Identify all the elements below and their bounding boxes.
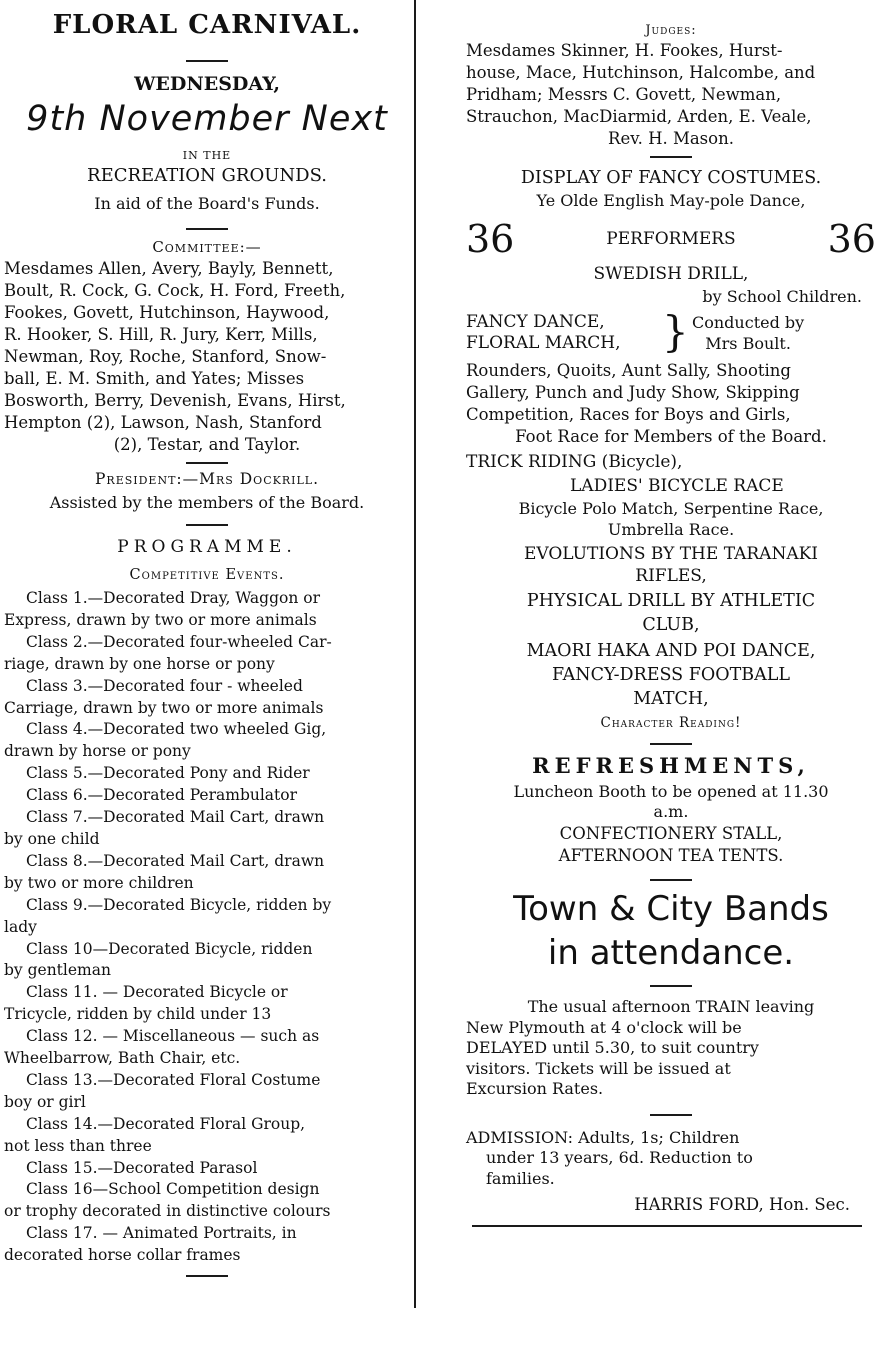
fancy-costumes: DISPLAY OF FANCY COSTUMES. (520, 168, 822, 188)
president: President:—Mrs Dockrill. (94, 470, 319, 488)
committee-heading: Committee:— (152, 238, 262, 256)
closing-rule (472, 1225, 862, 1227)
football-line2: MATCH, (633, 689, 709, 709)
character-reading: Character Reading! (600, 715, 742, 731)
evolutions-line2: RIFLES, (635, 566, 707, 586)
luncheon-line1: Luncheon Booth to be opened at 11.30 (513, 782, 829, 801)
class-entry-line: Class 2.—Decorated four-wheeled Car- (26, 632, 332, 651)
brace-glyph: } (662, 307, 689, 356)
in-the-label: IN THE (182, 149, 232, 162)
judges-line: house, Mace, Hutchinson, Halcombe, and (466, 63, 816, 82)
class-entry-line: Carriage, drawn by two or more animals (4, 698, 324, 717)
class-entry-line: or trophy decorated in distinctive colours (4, 1202, 331, 1221)
secretary-signature: HARRIS FORD, Hon. Sec. (634, 1195, 850, 1214)
committee-line: Bosworth, Berry, Devenish, Evans, Hirst, (4, 391, 346, 410)
school-children: by School Children. (702, 287, 862, 306)
rule (186, 524, 228, 526)
haka-dance: MAORI HAKA AND POI DANCE, (526, 641, 816, 661)
dance-march-names (466, 312, 662, 354)
train-line: Excursion Rates. (466, 1079, 604, 1098)
luncheon-line2: a.m. (653, 802, 689, 821)
class-entry-line: boy or girl (4, 1092, 86, 1111)
class-entry-line: Class 12. — Miscellaneous — such as (26, 1027, 320, 1046)
swedish-drill: SWEDISH DRILL, (593, 264, 749, 284)
games-line: Gallery, Punch and Judy Show, Skipping (466, 383, 800, 402)
maypole-dance: Ye Olde English May-pole Dance, (536, 191, 806, 210)
class-entry-line: Class 5.—Decorated Pony and Rider (26, 764, 310, 783)
class-entry-line: Class 10—Decorated Bicycle, ridden (26, 939, 313, 958)
games-line: Rounders, Quoits, Aunt Sally, Shooting (466, 361, 791, 380)
class-entry-line: Class 16—School Competition design (26, 1180, 320, 1199)
judges-line: Strauchon, MacDiarmid, Arden, E. Veale, (466, 107, 812, 126)
class-entry-line: Class 17. — Animated Portraits, in (26, 1224, 297, 1243)
judges-line: Rev. H. Mason. (608, 129, 734, 148)
confectionery-stall: CONFECTIONERY STALL, (559, 824, 783, 843)
admission-line: ADMISSION: Adults, 1s; Children (466, 1127, 740, 1147)
class-entry-line: Class 1.—Decorated Dray, Waggon or (26, 589, 320, 607)
physical-drill-line1: PHYSICAL DRILL BY ATHLETIC (526, 591, 816, 611)
programme-heading: PROGRAMME. (117, 537, 297, 557)
venue: RECREATION GROUNDS. (87, 165, 327, 186)
mrs-boult: Mrs Boult. (705, 334, 791, 353)
committee-line: Hempton (2), Lawson, Nash, Stanford (4, 413, 322, 432)
class-entry-line: Express, drawn by two or more animals (4, 610, 317, 629)
class-list (4, 588, 410, 1267)
assisted-by: Assisted by the members of the Board. (49, 493, 365, 512)
class-entry-line: drawn by horse or pony (4, 742, 191, 761)
admission-notice (466, 1128, 876, 1190)
admission-line: families. (486, 1168, 555, 1188)
rule (186, 462, 228, 464)
event-date: 9th November Next (26, 99, 388, 139)
rule (186, 228, 228, 230)
committee-line: ball, E. M. Smith, and Yates; Misses (4, 369, 305, 388)
class-entry-line: Class 11. — Decorated Bicycle or (26, 983, 288, 1002)
bands-line1: Town & City Bands (513, 889, 829, 929)
class-entry-line: Class 15.—Decorated Parasol (26, 1158, 258, 1177)
performers-label: PERFORMERS (606, 229, 736, 249)
judges-line: Pridham; Messrs C. Govett, Newman, (466, 85, 782, 104)
committee-list (4, 258, 410, 456)
train-line: The usual afternoon TRAIN leaving (527, 997, 815, 1016)
train-line: New Plymouth at 4 o'clock will be (466, 1017, 742, 1037)
committee-line: Boult, R. Cock, G. Cock, H. Ford, Freeth, (4, 281, 346, 300)
class-entry-line: Class 14.—Decorated Floral Group, (26, 1114, 306, 1133)
conducted-by: Conducted by (692, 313, 805, 332)
rule (650, 743, 692, 745)
event-day: WEDNESDAY, (134, 73, 280, 95)
judges-heading: Judges: (645, 23, 697, 38)
performers-row (466, 216, 876, 262)
committee-line: Newman, Roy, Roche, Stanford, Snow- (4, 347, 327, 366)
conductor (692, 312, 804, 354)
right-column (466, 0, 876, 1227)
train-line: visitors. Tickets will be issued at (466, 1058, 731, 1078)
column-divider (414, 0, 416, 1308)
class-entry-line: Class 3.—Decorated four - wheeled (26, 676, 303, 695)
rule (186, 1275, 228, 1277)
rule (650, 879, 692, 881)
left-column (4, 0, 410, 1277)
class-entry-line: riage, drawn by one horse or pony (4, 654, 275, 673)
class-entry-line: by two or more children (4, 873, 194, 892)
trick-riding: TRICK RIDING (Bicycle), (466, 452, 683, 472)
committee-line: (2), Testar, and Taylor. (113, 435, 301, 454)
class-entry-line: by one child (4, 829, 100, 848)
dance-march-block (466, 307, 876, 356)
judges-list (466, 40, 876, 150)
train-notice (466, 997, 876, 1100)
bicycle-polo: Bicycle Polo Match, Serpentine Race, (518, 499, 824, 518)
class-entry-line: Class 4.—Decorated two wheeled Gig, (26, 720, 327, 739)
performers-count-left: 36 (466, 217, 515, 261)
rule (186, 60, 228, 62)
committee-line: Fookes, Govett, Hutchinson, Haywood, (4, 303, 330, 322)
class-entry-line: Class 13.—Decorated Floral Costume (26, 1070, 321, 1089)
physical-drill-line2: CLUB, (642, 615, 700, 635)
evolutions-line1: EVOLUTIONS BY THE TARANAKI (523, 544, 819, 564)
class-entry-line: lady (4, 917, 37, 936)
class-entry-line: Tricycle, ridden by child under 13 (4, 1005, 272, 1024)
committee-line: Mesdames Allen, Avery, Bayly, Bennett, (4, 259, 334, 278)
games-line: Competition, Races for Boys and Girls, (466, 405, 791, 424)
rule (650, 985, 692, 987)
class-entry-line: Class 6.—Decorated Perambulator (26, 786, 298, 805)
rule (650, 156, 692, 158)
bands-line2: in attendance. (547, 933, 795, 973)
class-entry-line: decorated horse collar frames (4, 1246, 241, 1265)
class-entry-line: Wheelbarrow, Bath Chair, etc. (4, 1049, 241, 1068)
games-line: Foot Race for Members of the Board. (515, 427, 827, 446)
competitive-heading: Competitive Events. (129, 567, 285, 583)
class-entry-line: by gentleman (4, 961, 111, 980)
football-line1: FANCY-DRESS FOOTBALL (552, 665, 790, 685)
class-entry-line: Class 8.—Decorated Mail Cart, drawn (26, 851, 325, 870)
ladies-bicycle-race: LADIES' BICYCLE RACE (570, 476, 784, 496)
aid-line: In aid of the Board's Funds. (94, 194, 320, 213)
train-line: DELAYED until 5.30, to suit country (466, 1038, 759, 1057)
class-entry-line: Class 9.—Decorated Bicycle, ridden by (26, 895, 332, 914)
fancy-dance: FANCY DANCE, (466, 312, 605, 332)
performers-count-right: 36 (827, 217, 876, 261)
class-entry-line: Class 7.—Decorated Mail Cart, drawn (26, 808, 325, 827)
rule (650, 1114, 692, 1116)
games-list (466, 360, 876, 448)
admission-line: under 13 years, 6d. Reduction to (486, 1148, 753, 1167)
refreshments-heading: REFRESHMENTS, (532, 753, 810, 778)
judges-line: Mesdames Skinner, H. Fookes, Hurst- (466, 41, 783, 60)
floral-march: FLORAL MARCH, (466, 333, 621, 353)
class-entry-line: not less than three (4, 1136, 152, 1155)
carnival-title: FLORAL CARNIVAL. (52, 10, 362, 40)
committee-line: R. Hooker, S. Hill, R. Jury, Kerr, Mills, (4, 325, 318, 344)
tea-tents: AFTERNOON TEA TENTS. (558, 846, 784, 865)
umbrella-race: Umbrella Race. (607, 520, 735, 539)
